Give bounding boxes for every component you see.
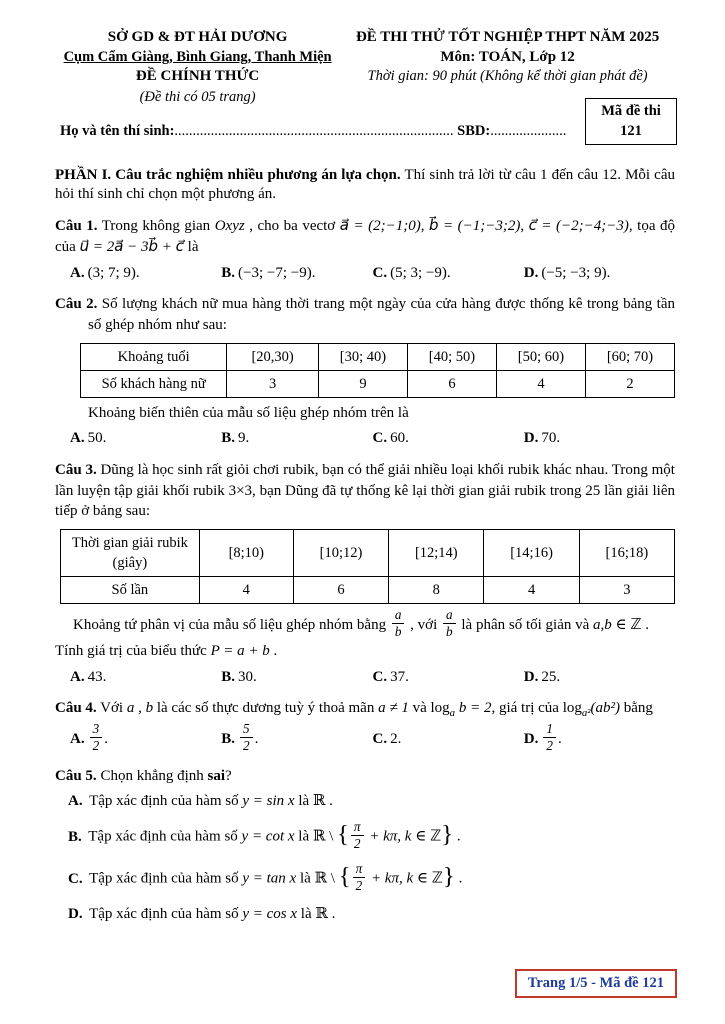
fraction-numerator: a xyxy=(392,608,405,624)
question-label: Câu 5. xyxy=(55,767,97,784)
question-text: . xyxy=(641,616,650,633)
q5-option-b xyxy=(55,820,675,854)
question-text: , với xyxy=(406,616,442,633)
option-text: (3; 7; 9). xyxy=(87,264,140,281)
exam-code-label: Mã đề thi xyxy=(601,103,661,119)
option-label: B. xyxy=(221,264,236,281)
math-vector-a: a⃗ = (2;−1;0) xyxy=(339,218,421,235)
option-text: 2. xyxy=(390,730,402,747)
math-function: y = cot x xyxy=(241,828,295,845)
fraction-pi-over-2 xyxy=(351,820,364,851)
table-cell: [10;12) xyxy=(293,530,388,577)
math-log-a2-ab2 xyxy=(562,700,620,720)
question-5 xyxy=(55,766,675,925)
option-b xyxy=(221,667,372,688)
question-5-text xyxy=(55,766,675,787)
table-row xyxy=(61,530,675,577)
question-3-quartile-line xyxy=(55,607,675,641)
option-text: 37. xyxy=(390,668,409,685)
table-cell: 2 xyxy=(585,370,674,397)
question-text: Trong không gian xyxy=(97,218,215,235)
option-label: C. xyxy=(372,264,388,281)
option-label: A. xyxy=(70,668,85,685)
question-1 xyxy=(55,216,675,283)
math-a-neq-1: a ≠ 1 xyxy=(378,700,409,717)
options-row xyxy=(55,720,675,755)
question-text: bằng xyxy=(620,700,653,717)
options-row xyxy=(55,667,675,688)
option-label: D. xyxy=(523,264,539,281)
part1-title: PHẦN I. Câu trắc nghiệm nhiều phương án lựa chọn. xyxy=(55,166,401,183)
math-vector-b: b⃗ = (−1;−3;2) xyxy=(428,218,521,235)
option-text: 30. xyxy=(238,668,257,685)
question-text: , xyxy=(134,700,146,717)
table-cell: 4 xyxy=(199,577,293,604)
math-b: b xyxy=(145,700,154,717)
math-function: y = tan x xyxy=(242,870,297,887)
option-label: B. xyxy=(221,730,236,747)
option-text: Tập xác định của hàm số xyxy=(85,870,243,887)
student-name-label: Họ và tên thí sinh: xyxy=(60,122,175,139)
log-subscript: a xyxy=(449,707,456,720)
option-a xyxy=(70,667,221,688)
question-label: Câu 2. xyxy=(55,296,98,313)
option-c xyxy=(373,729,524,750)
question-text: là phân số tối giản và xyxy=(457,616,594,633)
log-subscript: a² xyxy=(581,707,591,720)
option-text: . xyxy=(104,730,108,747)
student-name-dots: ............................................................................. xyxy=(174,122,454,139)
question-1-text xyxy=(55,216,675,257)
option-text: 60. xyxy=(390,430,409,447)
option-text: Tập xác định của hàm số xyxy=(84,828,242,845)
question-label: Câu 3. xyxy=(55,462,97,479)
option-label: B. xyxy=(221,430,236,447)
math-oxyz: Oxyz xyxy=(214,218,245,235)
question-text: , tọa độ của xyxy=(55,218,676,255)
option-label: B. xyxy=(68,828,82,845)
option-label: C. xyxy=(68,870,83,887)
question-text: là xyxy=(183,238,199,255)
question-4-text xyxy=(55,698,675,719)
table-cell: [40; 50) xyxy=(407,343,496,370)
log-equation: b = 2 xyxy=(455,700,492,717)
option-label: C. xyxy=(372,730,388,747)
sbd-label: SBD: xyxy=(457,122,491,139)
table-cell: Số khách hàng nữ xyxy=(81,370,227,397)
close-brace: } xyxy=(442,863,455,891)
student-info-line xyxy=(55,123,675,140)
table-row xyxy=(81,370,675,397)
page-count-note: (Đề thi có 05 trang) xyxy=(139,88,256,105)
open-brace: { xyxy=(338,863,351,891)
question-text: . xyxy=(269,642,278,659)
question-text: Số lượng khách nữ mua hàng thời trang một ngày của cửa hàng được thống kê trong bảng tần số ghép nhóm như sau: xyxy=(88,296,675,334)
fraction-a-over-b xyxy=(443,608,456,639)
question-text: Tính giá trị của biểu thức xyxy=(55,642,211,659)
fraction-numerator: π xyxy=(351,820,364,836)
question-text: , xyxy=(420,218,429,235)
fraction-denominator: 2 xyxy=(243,737,250,753)
option-label: A. xyxy=(70,430,85,447)
math-set-condition: + kπ, k ∈ ℤ xyxy=(367,870,443,887)
emphasized-word: sai xyxy=(207,767,226,784)
question-text: Dũng là học sinh rất giỏi chơi rubik, bạn có thể giải nhiều loại khối rubik khác nhau. Trong một lần luyện tập giải khối rubik xyxy=(55,462,675,499)
option-d xyxy=(524,428,675,449)
option-text: 43. xyxy=(87,668,107,685)
question-text: , cho ba vectơ xyxy=(244,218,340,235)
option-text: . xyxy=(453,828,461,845)
question-text: Chọn khẳng định xyxy=(96,767,208,784)
fraction xyxy=(543,722,556,753)
option-text: . xyxy=(454,870,463,887)
question-2-text xyxy=(55,294,675,335)
option-label: D. xyxy=(523,430,539,447)
question-3-text xyxy=(55,460,675,522)
option-b xyxy=(221,428,372,449)
fraction-denominator: b xyxy=(394,624,402,640)
exam-code-value: 121 xyxy=(620,122,642,139)
log-word: log xyxy=(562,700,582,717)
question-label: Câu 4. xyxy=(55,700,97,717)
q5-option-d xyxy=(55,904,675,925)
question-2 xyxy=(55,294,675,449)
exam-title: ĐỀ THI THỬ TỐT NGHIỆP THPT NĂM 2025 xyxy=(355,29,660,45)
question-text: là các số thực dương tuỳ ý thoả mãn xyxy=(153,700,379,717)
question-text: , giá trị của xyxy=(491,700,563,717)
question-text: Khoảng tứ phân vị của mẫu số liệu ghép nhóm bằng xyxy=(73,616,390,633)
table-cell: [12;14) xyxy=(389,530,484,577)
option-text: 9. xyxy=(238,430,250,447)
q3-frequency-table xyxy=(60,529,675,604)
department-name: SỞ GD & ĐT HẢI DƯƠNG xyxy=(107,29,288,45)
question-text: và xyxy=(408,700,431,717)
option-label: A. xyxy=(68,793,83,810)
table-cell: [16;18) xyxy=(579,530,674,577)
table-cell: 3 xyxy=(227,370,319,397)
math-a: a xyxy=(126,700,135,717)
math-ab-in-z: a,b ∈ ℤ xyxy=(593,616,642,633)
option-c xyxy=(373,428,524,449)
question-text: Với xyxy=(96,700,127,717)
question-text: ? xyxy=(225,767,232,784)
option-label: A. xyxy=(70,264,85,281)
table-cell: [20,30) xyxy=(227,343,319,370)
table-cell: [30; 40) xyxy=(318,343,407,370)
option-a xyxy=(70,428,221,449)
question-text: , xyxy=(520,218,529,235)
option-text: Tập xác định của hàm số xyxy=(85,793,243,810)
exam-code-box xyxy=(585,98,677,145)
option-a xyxy=(70,263,221,284)
option-d xyxy=(524,667,675,688)
table-row xyxy=(81,343,675,370)
table-cell: [8;10) xyxy=(199,530,293,577)
official-label: ĐỀ CHÍNH THỨC xyxy=(135,68,260,85)
table-cell: 4 xyxy=(496,370,585,397)
math-vector-u: u⃗ = 2a⃗ − 3b⃗ + c⃗ xyxy=(79,238,184,255)
open-brace: { xyxy=(337,821,349,849)
option-label: C. xyxy=(372,668,388,685)
option-text: 50. xyxy=(87,430,107,447)
question-label: Câu 1. xyxy=(55,218,98,235)
part1-heading xyxy=(55,166,675,206)
table-cell: [50; 60) xyxy=(496,343,585,370)
options-row xyxy=(55,263,675,284)
fraction-numerator: 3 xyxy=(90,722,103,738)
option-label: A. xyxy=(70,730,85,747)
q2-frequency-table xyxy=(80,343,675,398)
school-cluster: Cụm Cẩm Giàng, Bình Giang, Thanh Miện xyxy=(63,48,332,65)
math-log-a-b xyxy=(430,700,492,720)
option-text: 25. xyxy=(541,668,561,685)
question-4 xyxy=(55,698,675,754)
option-label: D. xyxy=(68,906,83,923)
header-right xyxy=(340,28,675,107)
table-cell: Số lần xyxy=(61,577,200,604)
table-cell: 6 xyxy=(407,370,496,397)
option-b xyxy=(221,263,372,284)
option-text: Tập xác định của hàm số xyxy=(85,906,243,923)
sbd-dots: ..................... xyxy=(490,122,567,139)
fraction xyxy=(90,722,103,753)
part1-instructions: Thí sinh trả lời từ câu 1 đến câu 12. Mỗi câu hỏi thí sinh chỉ chọn một phương án. xyxy=(55,166,675,203)
header-left xyxy=(55,28,340,107)
log-argument: (ab²) xyxy=(590,700,620,717)
fraction-numerator: π xyxy=(353,862,366,878)
exam-header xyxy=(55,28,675,107)
math-vector-c: c⃗ = (−2;−4;−3) xyxy=(528,218,629,235)
option-text: . xyxy=(254,730,259,747)
table-cell: [60; 70) xyxy=(585,343,674,370)
table-cell: 8 xyxy=(389,577,484,604)
option-label: B. xyxy=(221,668,236,685)
fraction-numerator: 5 xyxy=(240,722,253,738)
option-text: (−3; −7; −9). xyxy=(238,264,316,281)
option-text: là ℝ . xyxy=(297,906,336,923)
option-d xyxy=(523,720,675,755)
fraction-denominator: 2 xyxy=(92,737,100,753)
fraction-numerator: 1 xyxy=(543,722,556,738)
table-cell: [14;16) xyxy=(484,530,579,577)
table-row xyxy=(61,577,675,604)
table-cell: 4 xyxy=(484,577,579,604)
subject-line: Môn: TOÁN, Lớp 12 xyxy=(440,48,575,65)
fraction-denominator: 2 xyxy=(546,737,553,753)
option-text: . xyxy=(557,730,562,747)
fraction-denominator: b xyxy=(446,624,453,640)
option-d xyxy=(524,263,675,284)
option-text: (5; 3; −9). xyxy=(390,264,451,281)
close-brace: } xyxy=(441,821,454,849)
table-cell: Thời gian giải rubik (giây) xyxy=(61,530,200,577)
q5-option-a xyxy=(55,791,675,812)
option-c xyxy=(373,667,524,688)
fraction-pi-over-2 xyxy=(353,862,366,893)
option-text: là ℝ \ xyxy=(296,870,339,887)
options-row xyxy=(55,428,675,449)
fraction-denominator: 2 xyxy=(355,877,363,893)
log-word: log xyxy=(430,700,450,717)
fraction-a-over-b xyxy=(392,608,405,639)
option-label: D. xyxy=(523,730,539,747)
table-cell: Khoảng tuổi xyxy=(81,343,227,370)
option-text: 70. xyxy=(541,430,561,447)
option-a xyxy=(70,720,221,755)
math-set-condition: + kπ, k ∈ ℤ xyxy=(365,828,442,845)
page-footer-text: Trang 1/5 - Mã đề 121 xyxy=(527,975,664,991)
option-text: (−5; −3; 9). xyxy=(541,264,611,281)
fraction xyxy=(240,722,253,753)
option-text: là ℝ . xyxy=(294,793,333,810)
q5-option-c xyxy=(55,862,675,896)
option-c xyxy=(373,263,524,284)
table-cell: 9 xyxy=(318,370,407,397)
option-b xyxy=(221,720,372,755)
question-2-after: Khoảng biến thiên của mẫu số liệu ghép nhóm trên là xyxy=(88,404,409,421)
table-cell: 6 xyxy=(293,577,388,604)
fraction-denominator: 2 xyxy=(353,835,361,851)
question-text: , bạn Dũng đã tự thống kê lại thời gian giải rubik trong 25 lần giải liên tiếp ở bảng sau: xyxy=(55,482,675,520)
math-function: y = cos x xyxy=(242,906,298,923)
option-label: D. xyxy=(523,668,539,685)
page-footer-box xyxy=(515,969,677,998)
question-3-compute-line xyxy=(55,641,675,662)
table-cell: 3 xyxy=(579,577,674,604)
math-function: y = sin x xyxy=(242,793,295,810)
duration-line: Thời gian: 90 phút (Không kể thời gian phát đề) xyxy=(367,68,648,84)
option-label: C. xyxy=(372,430,388,447)
option-text: là ℝ \ xyxy=(294,828,338,845)
question-3 xyxy=(55,460,675,687)
fraction-numerator: a xyxy=(443,608,456,624)
math-p-equals: P = a + b xyxy=(210,642,270,659)
math-3x3: 3×3 xyxy=(228,482,253,499)
